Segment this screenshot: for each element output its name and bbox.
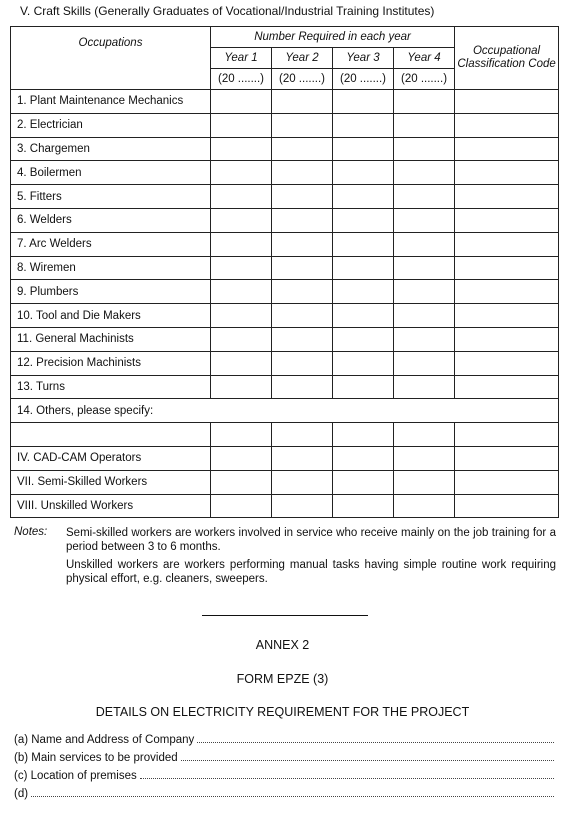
year-1-cell[interactable] — [211, 113, 272, 137]
classification-code-cell[interactable] — [455, 90, 559, 114]
year-3-header: Year 3 — [333, 48, 394, 69]
year-3-cell[interactable] — [333, 351, 394, 375]
occupation-cell: 4. Boilermen — [11, 161, 211, 185]
year-1-cell[interactable] — [211, 232, 272, 256]
classification-code-cell[interactable] — [455, 280, 559, 304]
year-1-cell[interactable] — [211, 161, 272, 185]
field-label: (c) Location of premises — [14, 770, 137, 782]
table-row — [11, 351, 559, 375]
note-item: Unskilled workers are workers performing manual tasks having simple routine work requiring physical effort, e.g. cleaners, sweepers. — [66, 559, 556, 585]
occupation-cell: 8. Wiremen — [11, 256, 211, 280]
year-2-header: Year 2 — [272, 48, 333, 69]
notes — [14, 526, 556, 586]
table-row — [11, 446, 559, 470]
occupation-cell: 9. Plumbers — [11, 280, 211, 304]
dotted-line — [181, 760, 554, 761]
year-3-cell[interactable] — [333, 304, 394, 328]
year-4-cell[interactable] — [394, 113, 455, 137]
year-4-hint: (20 .......) — [394, 69, 455, 90]
year-3-cell[interactable] — [333, 185, 394, 209]
year-1-cell[interactable] — [211, 256, 272, 280]
dotted-line — [197, 742, 554, 743]
table-row — [11, 90, 559, 114]
year-3-cell[interactable] — [333, 494, 394, 518]
notes-label: Notes: — [14, 526, 48, 538]
year-3-cell[interactable] — [333, 256, 394, 280]
year-3-cell[interactable] — [333, 161, 394, 185]
form-title: FORM EPZE (3) — [236, 672, 329, 686]
year-1-cell[interactable] — [211, 137, 272, 161]
classification-code-cell[interactable] — [455, 327, 559, 351]
year-3-cell[interactable] — [333, 470, 394, 494]
year-2-cell[interactable] — [272, 256, 333, 280]
annex-heading: ANNEX 2 — [255, 638, 310, 652]
year-1-cell[interactable] — [211, 494, 272, 518]
year-4-cell[interactable] — [394, 185, 455, 209]
field-d[interactable] — [14, 788, 554, 806]
year-3-cell[interactable] — [333, 113, 394, 137]
year-4-cell[interactable] — [394, 161, 455, 185]
classification-code-cell[interactable] — [455, 446, 559, 470]
year-3-cell[interactable] — [333, 446, 394, 470]
year-3-cell[interactable] — [333, 280, 394, 304]
year-2-cell[interactable] — [272, 375, 333, 399]
classification-code-cell[interactable] — [455, 423, 559, 447]
classification-code-cell[interactable] — [455, 185, 559, 209]
year-4-cell[interactable] — [394, 304, 455, 328]
year-2-cell[interactable] — [272, 494, 333, 518]
occupations-header: Occupations — [11, 27, 211, 90]
year-2-cell[interactable] — [272, 304, 333, 328]
occupation-cell: 7. Arc Welders — [11, 232, 211, 256]
table-row — [11, 256, 559, 280]
table-row — [11, 137, 559, 161]
year-1-cell[interactable] — [211, 375, 272, 399]
year-4-cell[interactable] — [394, 446, 455, 470]
year-2-cell[interactable] — [272, 161, 333, 185]
table-row — [11, 208, 559, 232]
table-row — [11, 113, 559, 137]
year-3-cell[interactable] — [333, 375, 394, 399]
occupation-cell: 1. Plant Maintenance Mechanics — [11, 90, 211, 114]
year-3-hint: (20 .......) — [333, 69, 394, 90]
year-1-cell[interactable] — [211, 351, 272, 375]
year-1-cell[interactable] — [211, 90, 272, 114]
details-title: DETAILS ON ELECTRICITY REQUIREMENT FOR THE PROJECT — [95, 705, 470, 719]
classification-code-cell[interactable] — [455, 113, 559, 137]
year-2-cell[interactable] — [272, 232, 333, 256]
occupation-cell: 3. Chargemen — [11, 137, 211, 161]
field-label: (d) — [14, 788, 29, 800]
year-3-cell[interactable] — [333, 208, 394, 232]
year-1-cell[interactable] — [211, 470, 272, 494]
table-row — [11, 304, 559, 328]
year-1-cell[interactable] — [211, 446, 272, 470]
year-4-cell[interactable] — [394, 137, 455, 161]
year-4-cell[interactable] — [394, 470, 455, 494]
year-3-cell[interactable] — [333, 90, 394, 114]
table-row — [11, 494, 559, 518]
year-2-cell[interactable] — [272, 208, 333, 232]
occupation-cell: IV. CAD-CAM Operators — [11, 446, 211, 470]
table-row — [11, 423, 559, 447]
note-item: Semi-skilled workers are workers involved in service who receive mainly on the job training for a period between 3 to 6 months. — [66, 527, 556, 553]
year-4-cell[interactable] — [394, 494, 455, 518]
year-4-cell[interactable] — [394, 280, 455, 304]
year-3-cell[interactable] — [333, 232, 394, 256]
section-heading: V. Craft Skills (Generally Graduates of Vocational/Industrial Training Institutes) — [20, 4, 435, 18]
occupation-cell: 12. Precision Machinists — [11, 351, 211, 375]
year-1-cell[interactable] — [211, 327, 272, 351]
table-row — [11, 280, 559, 304]
classification-code-header: Occupational Classification Code — [455, 27, 559, 90]
table-row — [11, 327, 559, 351]
year-2-cell[interactable] — [272, 423, 333, 447]
year-1-cell[interactable] — [211, 185, 272, 209]
occupation-cell: 14. Others, please specify: — [11, 399, 559, 423]
table-row — [11, 232, 559, 256]
year-4-cell[interactable] — [394, 232, 455, 256]
craft-skills-table — [10, 26, 559, 518]
year-4-cell[interactable] — [394, 90, 455, 114]
dotted-line — [140, 778, 554, 779]
year-4-cell[interactable] — [394, 327, 455, 351]
year-1-hint: (20 .......) — [211, 69, 272, 90]
occupation-cell — [11, 423, 211, 447]
year-4-cell[interactable] — [394, 375, 455, 399]
occupation-cell: VII. Semi-Skilled Workers — [11, 470, 211, 494]
table-row — [11, 185, 559, 209]
classification-code-cell[interactable] — [455, 161, 559, 185]
divider — [202, 615, 368, 616]
number-required-header: Number Required in each year — [211, 27, 455, 48]
occupation-cell: VIII. Unskilled Workers — [11, 494, 211, 518]
table-row — [11, 161, 559, 185]
form-fields — [14, 734, 554, 806]
company-name-field[interactable] — [14, 734, 554, 752]
year-4-cell[interactable] — [394, 256, 455, 280]
year-2-cell[interactable] — [272, 470, 333, 494]
year-2-cell[interactable] — [272, 351, 333, 375]
year-2-cell[interactable] — [272, 327, 333, 351]
classification-code-cell[interactable] — [455, 494, 559, 518]
year-2-cell[interactable] — [272, 446, 333, 470]
occupation-cell: 13. Turns — [11, 375, 211, 399]
table-row — [11, 399, 559, 423]
year-2-hint: (20 .......) — [272, 69, 333, 90]
year-2-cell[interactable] — [272, 185, 333, 209]
year-2-cell[interactable] — [272, 113, 333, 137]
year-1-cell[interactable] — [211, 423, 272, 447]
classification-code-cell[interactable] — [455, 137, 559, 161]
occupation-cell: 11. General Machinists — [11, 327, 211, 351]
occupation-cell: 10. Tool and Die Makers — [11, 304, 211, 328]
classification-code-cell[interactable] — [455, 375, 559, 399]
field-label: (b) Main services to be provided — [14, 752, 178, 764]
year-1-header: Year 1 — [211, 48, 272, 69]
field-label: (a) Name and Address of Company — [14, 734, 195, 746]
occupation-cell: 2. Electrician — [11, 113, 211, 137]
year-3-cell[interactable] — [333, 327, 394, 351]
classification-code-cell[interactable] — [455, 304, 559, 328]
classification-code-cell[interactable] — [455, 470, 559, 494]
year-4-cell[interactable] — [394, 351, 455, 375]
occupation-cell: 5. Fitters — [11, 185, 211, 209]
year-2-cell[interactable] — [272, 137, 333, 161]
year-4-cell[interactable] — [394, 423, 455, 447]
classification-code-cell[interactable] — [455, 256, 559, 280]
classification-code-cell[interactable] — [455, 208, 559, 232]
year-1-cell[interactable] — [211, 280, 272, 304]
dotted-line — [31, 796, 554, 797]
year-3-cell[interactable] — [333, 423, 394, 447]
year-4-cell[interactable] — [394, 208, 455, 232]
location-field[interactable] — [14, 770, 554, 788]
year-4-header: Year 4 — [394, 48, 455, 69]
table-row — [11, 375, 559, 399]
year-3-cell[interactable] — [333, 137, 394, 161]
classification-code-cell[interactable] — [455, 232, 559, 256]
year-1-cell[interactable] — [211, 304, 272, 328]
table-row — [11, 470, 559, 494]
year-1-cell[interactable] — [211, 208, 272, 232]
occupation-cell: 6. Welders — [11, 208, 211, 232]
year-2-cell[interactable] — [272, 90, 333, 114]
classification-code-cell[interactable] — [455, 351, 559, 375]
year-2-cell[interactable] — [272, 280, 333, 304]
main-services-field[interactable] — [14, 752, 554, 770]
